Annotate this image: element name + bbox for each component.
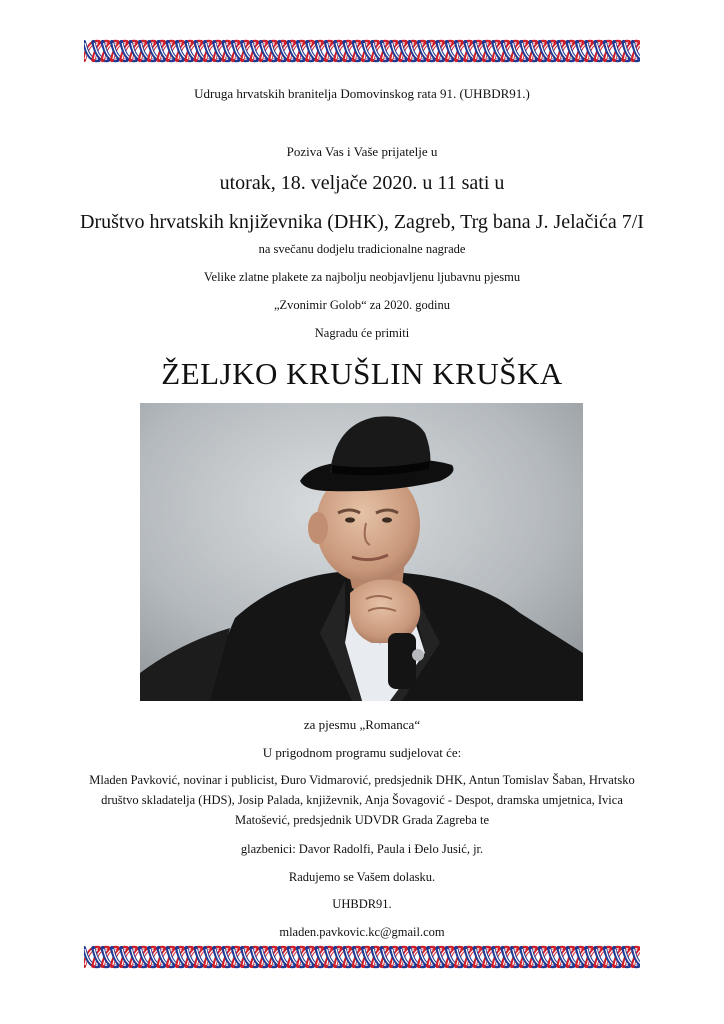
recipient-intro: Nagradu će primiti bbox=[314, 326, 410, 340]
event-venue: Društvo hrvatskih književnika (DHK), Zagreb, Trg bana J. Jelačića 7/I bbox=[80, 211, 644, 233]
song-title: za pjesmu „Romanca“ bbox=[303, 717, 421, 732]
program-intro: U prigodnom programu sudjelovat će: bbox=[262, 745, 462, 760]
recipient-name: ŽELJKO KRUŠLIN KRUŠKA bbox=[161, 356, 563, 391]
award-name: „Zvonimir Golob“ za 2020. godinu bbox=[273, 298, 450, 312]
participants-paragraph: Mladen Pavković, novinar i publicist, Đuro Vidmarović, predsjednik DHK, Antun Tomislav Šaban, Hrvatsko društvo skladatelja (HDS), Josip Palada, književnik, Anja Šovagović - Despot, dramska umjetnica, Ivica Matošević, predsjednik UDVDR Grada Zagreba te bbox=[89, 773, 635, 827]
signature: UHBDR91. bbox=[332, 897, 392, 911]
award-title: Velike zlatne plakete za najbolju neobjavljenu ljubavnu pjesmu bbox=[203, 270, 521, 284]
event-datetime: utorak, 18. veljače 2020. u 11 sati u bbox=[219, 172, 505, 194]
event-occasion: na svečanu dodjelu tradicionalne nagrade bbox=[258, 242, 466, 256]
contact-email[interactable]: mladen.pavkovic.kc@gmail.com bbox=[279, 925, 445, 939]
recipient-photo bbox=[140, 403, 583, 701]
musicians-line: glazbenici: Davor Radolfi, Paula i Đelo Jusić, jr. bbox=[240, 842, 484, 856]
closing-line: Radujemo se Vašem dolasku. bbox=[288, 870, 436, 884]
croatian-braid-border-bottom bbox=[84, 944, 640, 970]
croatian-braid-border-top bbox=[84, 38, 640, 64]
organization-name: Udruga hrvatskih branitelja Domovinskog rata 91. (UHBDR91.) bbox=[194, 86, 530, 101]
invitation-intro: Poziva Vas i Vaše prijatelje u bbox=[286, 144, 438, 159]
